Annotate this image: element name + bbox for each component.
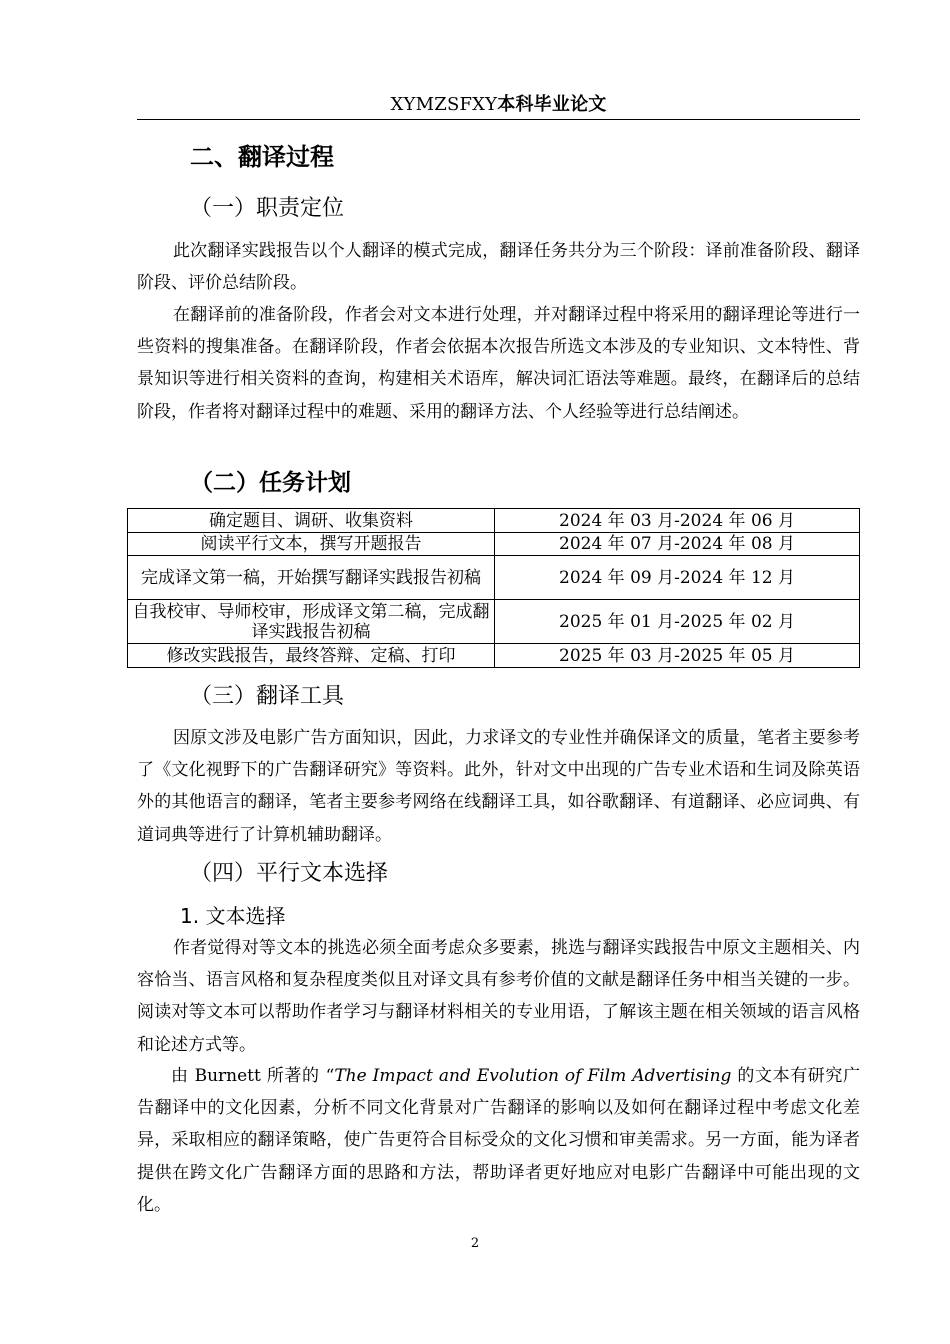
paragraph-2: 在翻译前的准备阶段，作者会对文本进行处理，并对翻译过程中将采用的翻译理论等进行一些资料的搜集准备。在翻译阶段，作者会依据本次报告所选文本涉及的专业知识、文本特性、背景知识等进行相关资料的查询，构建相关术语库，解决词汇语法等难题。最终，在翻译后的总结阶段，作者将对翻译过程中的难题、采用的翻译方法、个人经验等进行总结阐述。 [137, 305, 860, 422]
period-cell: 2025 年 01 月-2025 年 02 月 [495, 600, 860, 644]
task-cell: 确定题目、调研、收集资料 [128, 509, 495, 533]
table-row [128, 644, 860, 668]
paragraph-5-body: 的文本有研究广告翻译中的文化因素，分析不同文化背景对广告翻译的影响以及如何在翻译过程中考虑文化差异，采取相应的翻译策略，使广告更符合目标受众的文化习惯和审美需求。另一方面，能为译者提供在跨文化广告翻译方面的思路和方法，帮助译者更好地应对电影广告翻译中可能出现的文化。 [137, 1066, 860, 1215]
page-header [137, 92, 860, 120]
subsection-tools: （三）翻译工具 [190, 684, 345, 709]
book-title: The Impact and Evolution of Film Advertising [334, 1066, 732, 1086]
subsection-parallel-text: （四）平行文本选择 [190, 861, 389, 886]
paragraph-5 [137, 1060, 860, 1221]
paragraph-5-lead: 由 Burnett 所著的 “ [171, 1066, 335, 1086]
task-plan-table [127, 508, 860, 668]
task-cell: 阅读平行文本，撰写开题报告 [128, 533, 495, 556]
task-cell: 自我校审、导师校审，形成译文第二稿，完成翻译实践报告初稿 [128, 600, 495, 644]
subsection-text-selection: 1. 文本选择 [180, 904, 286, 928]
header-cn: 本科毕业论文 [497, 94, 607, 115]
period-cell: 2025 年 03 月-2025 年 05 月 [495, 644, 860, 668]
paragraph-4: 作者觉得对等文本的挑选必须全面考虑众多要素，挑选与翻译实践报告中原文主题相关、内容恰当、语言风格和复杂程度类似且对译文具有参考价值的文献是翻译任务中相当关键的一步。阅读对等文本可以帮助作者学习与翻译材料相关的专业用语，了解该主题在相关领域的语言风格和论述方式等。 [137, 938, 860, 1055]
subsection-responsibility: （一）职责定位 [190, 196, 345, 221]
period-cell: 2024 年 03 月-2024 年 06 月 [495, 509, 860, 533]
period-cell: 2024 年 07 月-2024 年 08 月 [495, 533, 860, 556]
section-title: 二、翻译过程 [190, 143, 334, 171]
table-row [128, 533, 860, 556]
paragraph-3: 因原文涉及电影广告方面知识，因此，力求译文的专业性并确保译文的质量，笔者主要参考了《文化视野下的广告翻译研究》等资料。此外，针对文中出现的广告专业术语和生词及除英语外的其他语言的翻译，笔者主要参考网络在线翻译工具，如谷歌翻译、有道翻译、必应词典、有道词典等进行了计算机辅助翻译。 [137, 728, 860, 845]
page-number: 2 [470, 1236, 480, 1251]
period-cell: 2024 年 09 月-2024 年 12 月 [495, 556, 860, 600]
header-latin: XYMZSFXY [390, 94, 498, 115]
table-row [128, 600, 860, 644]
header-text [391, 94, 607, 115]
subsection-task-plan: （二）任务计划 [190, 470, 351, 496]
table-row [128, 556, 860, 600]
task-cell: 完成译文第一稿，开始撰写翻译实践报告初稿 [128, 556, 495, 600]
task-cell: 修改实践报告，最终答辩、定稿、打印 [128, 644, 495, 668]
table-row [128, 509, 860, 533]
paragraph-1: 此次翻译实践报告以个人翻译的模式完成，翻译任务共分为三个阶段：译前准备阶段、翻译阶段、评价总结阶段。 [137, 241, 860, 294]
